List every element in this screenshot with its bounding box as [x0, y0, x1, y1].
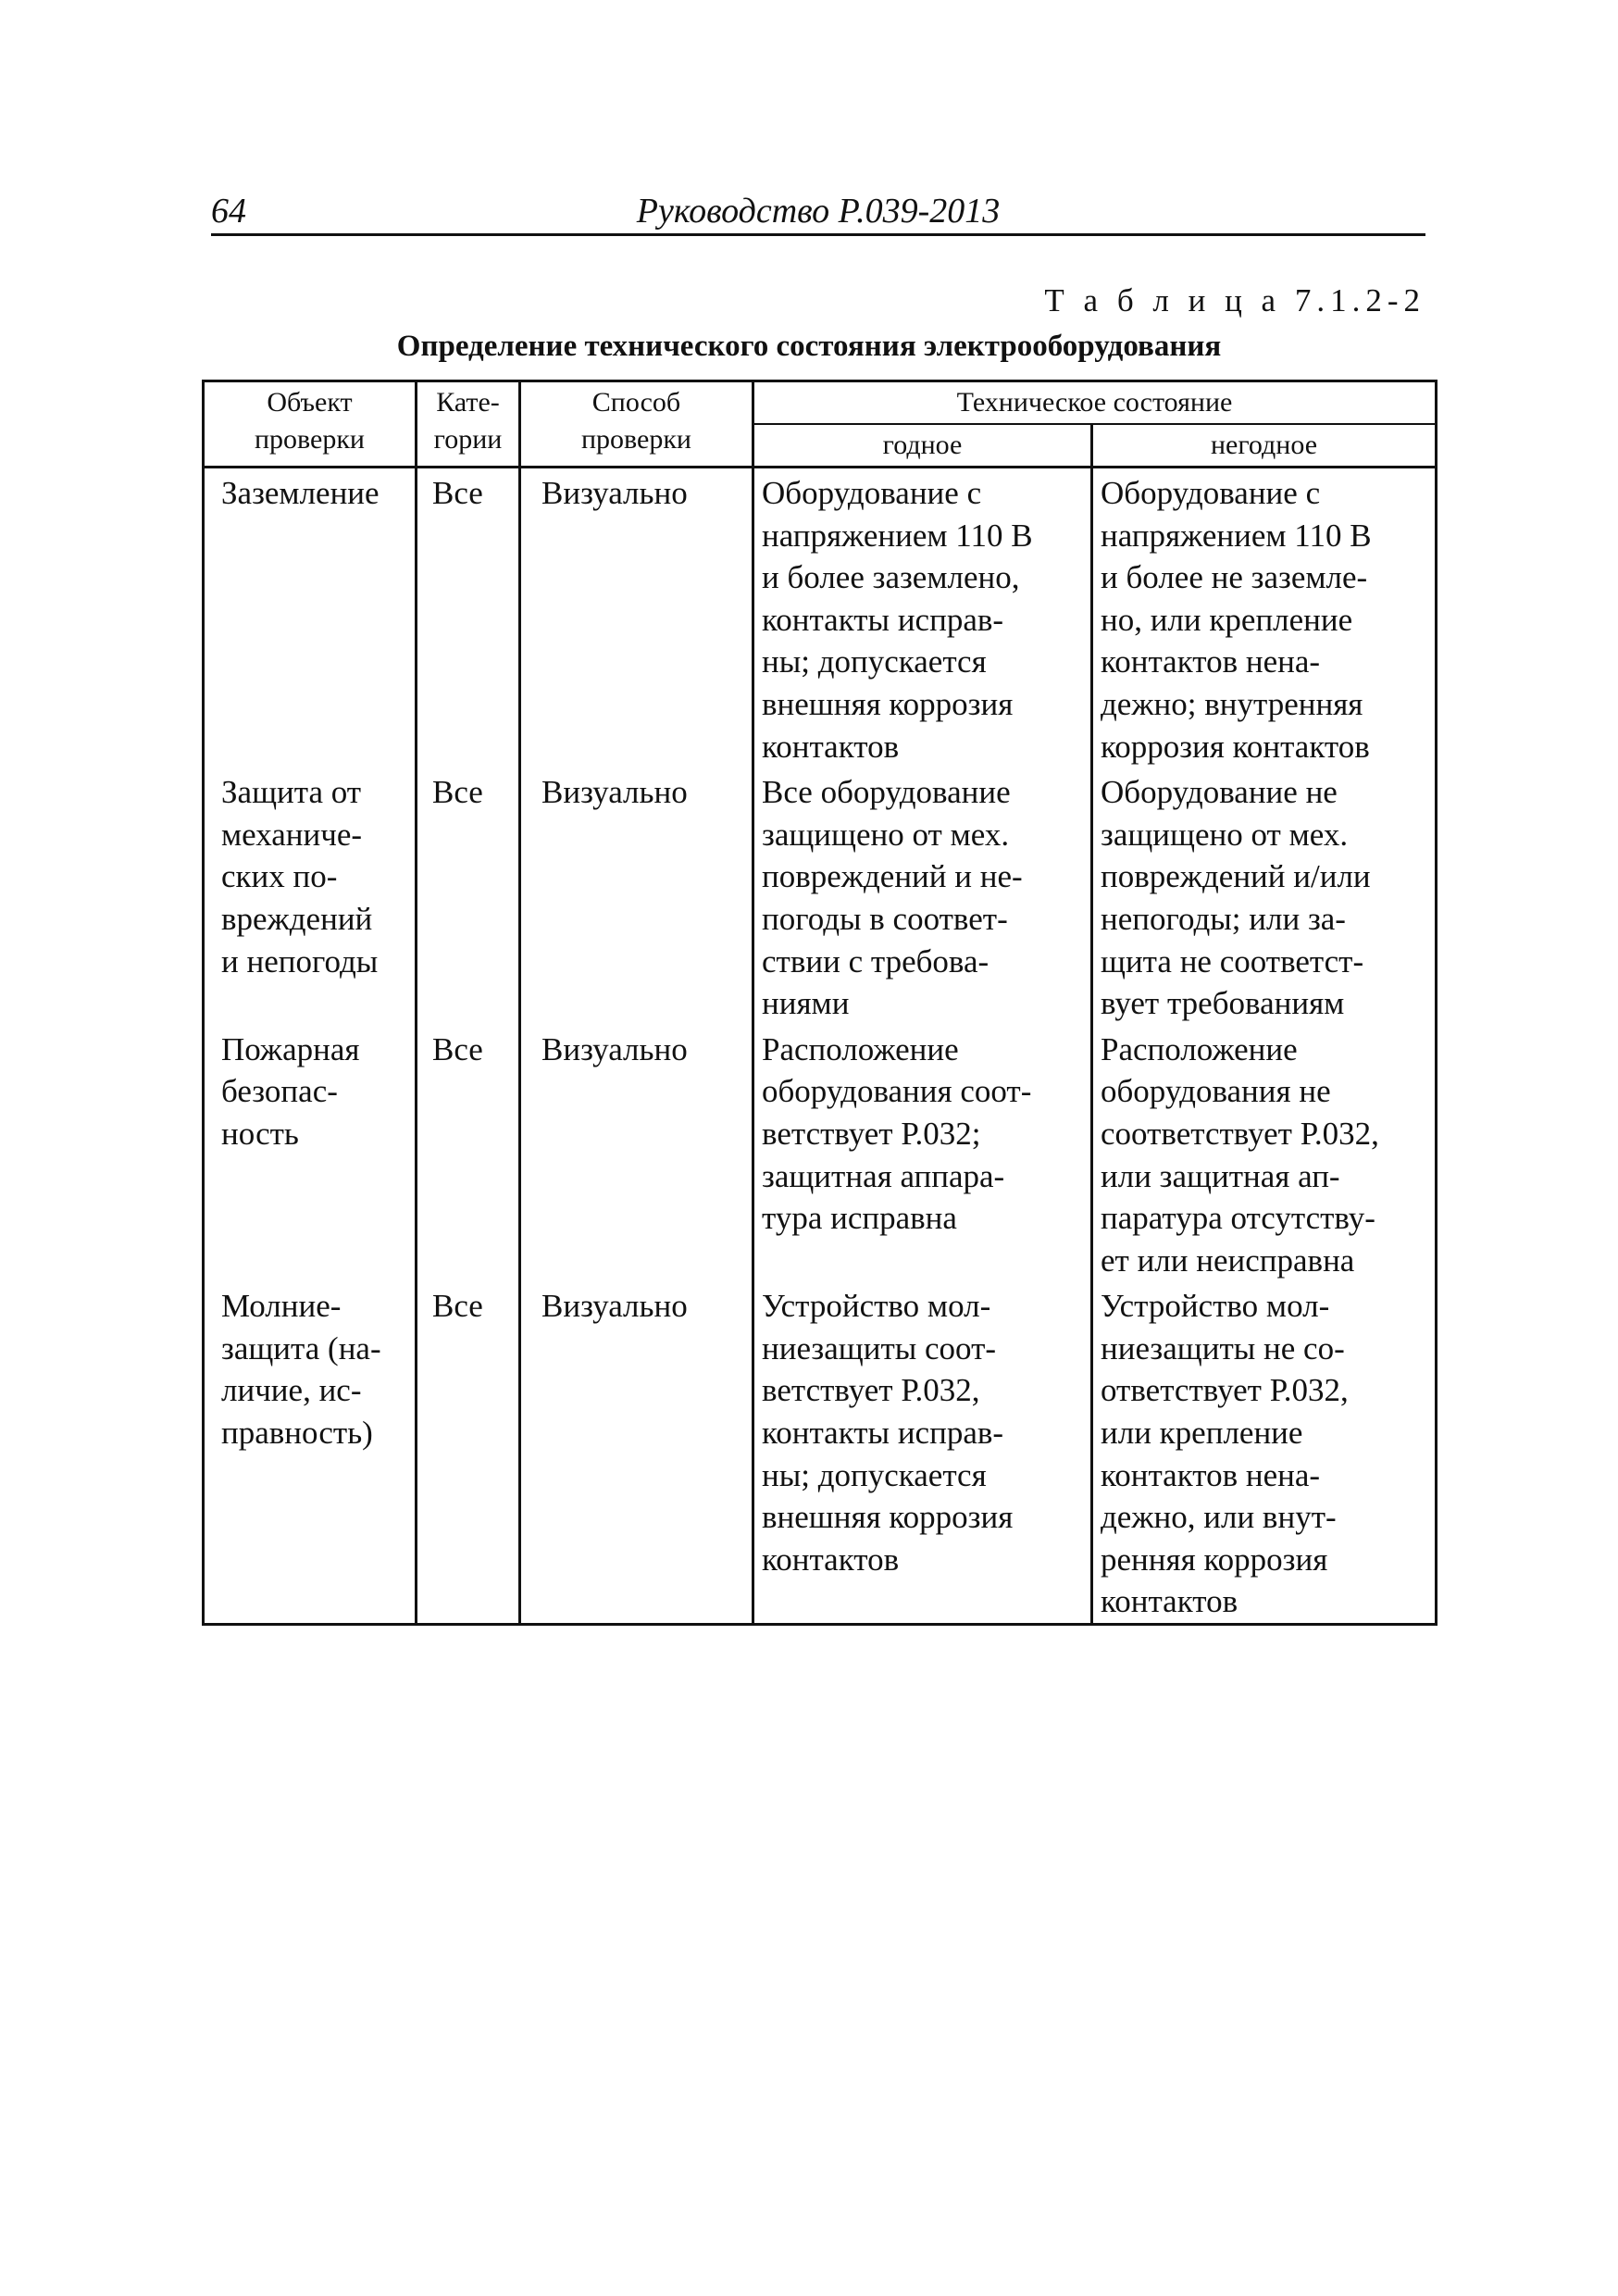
- table-number: Т а б л и ц а 7.1.2-2: [1044, 282, 1425, 318]
- cell-bad: Оборудование с напряжением 110 В и более не заземле- но, или крепление контактов нена- дежно; внутренняя коррозия контактов: [1101, 475, 1372, 765]
- cell-category: Все: [432, 475, 483, 511]
- cell-method: Визуально: [541, 1030, 688, 1067]
- table-row: [204, 468, 1437, 768]
- cell-category: Все: [432, 1288, 483, 1325]
- cell-good: Все оборудование защищено от мех. повреждений и не- погоды в соответ- ствии с требова- ниями: [762, 774, 1023, 1022]
- condition-table: [202, 380, 1438, 1626]
- table-row: [204, 1281, 1437, 1624]
- cell-bad: Оборудование не защищено от мех. повреждений и/или непогоды; или за- щита не соответст- вует требованиям: [1101, 774, 1371, 1022]
- cell-bad: Устройство мол- ниезащиты не со- ответствует Р.032, или крепление контактов нена- дежно, или внут- ренняя коррозия контактов: [1101, 1288, 1349, 1620]
- col-header-good: годное: [753, 424, 1092, 468]
- cell-good: Оборудование с напряжением 110 В и более заземлено, контакты исправ- ны; допускается внешняя коррозия контактов: [762, 475, 1033, 765]
- page-header: [211, 185, 1425, 236]
- cell-object: Молние- защита (на- личие, ис- правность): [221, 1288, 381, 1452]
- cell-object: Заземление: [221, 475, 380, 511]
- cell-category: Все: [432, 1030, 483, 1067]
- cell-bad: Расположение оборудования не соответствует Р.032, или защитная ап- паратура отсутству- ет или неисправна: [1101, 1030, 1379, 1279]
- col-header-category: Кате- гории: [417, 381, 520, 468]
- col-header-object: Объект проверки: [204, 381, 417, 468]
- table-caption: Определение технического состояния электрооборудования: [396, 330, 1222, 363]
- cell-category: Все: [432, 774, 483, 811]
- table-row: [204, 767, 1437, 1025]
- cell-method: Визуально: [541, 774, 688, 811]
- cell-object: Пожарная безопас- ность: [221, 1030, 360, 1152]
- running-title: Руководство Р.039-2013: [636, 192, 1001, 231]
- cell-object: Защита от механиче- ских по- вреждений и непогоды: [221, 774, 379, 980]
- col-header-method: Способ проверки: [520, 381, 753, 468]
- cell-good: Расположение оборудования соот- ветствует Р.032; защитная аппара- тура исправна: [762, 1030, 1032, 1237]
- cell-method: Визуально: [541, 1288, 688, 1325]
- table-row: [204, 1025, 1437, 1282]
- cell-method: Визуально: [541, 475, 688, 511]
- page-number: 64: [211, 192, 246, 231]
- cell-good: Устройство мол- ниезащиты соот- ветствует Р.032, контакты исправ- ны; допускается внешняя коррозия контактов: [762, 1288, 1014, 1578]
- col-header-bad: негодное: [1092, 424, 1437, 468]
- col-header-tech-state: Техническое состояние: [753, 381, 1437, 425]
